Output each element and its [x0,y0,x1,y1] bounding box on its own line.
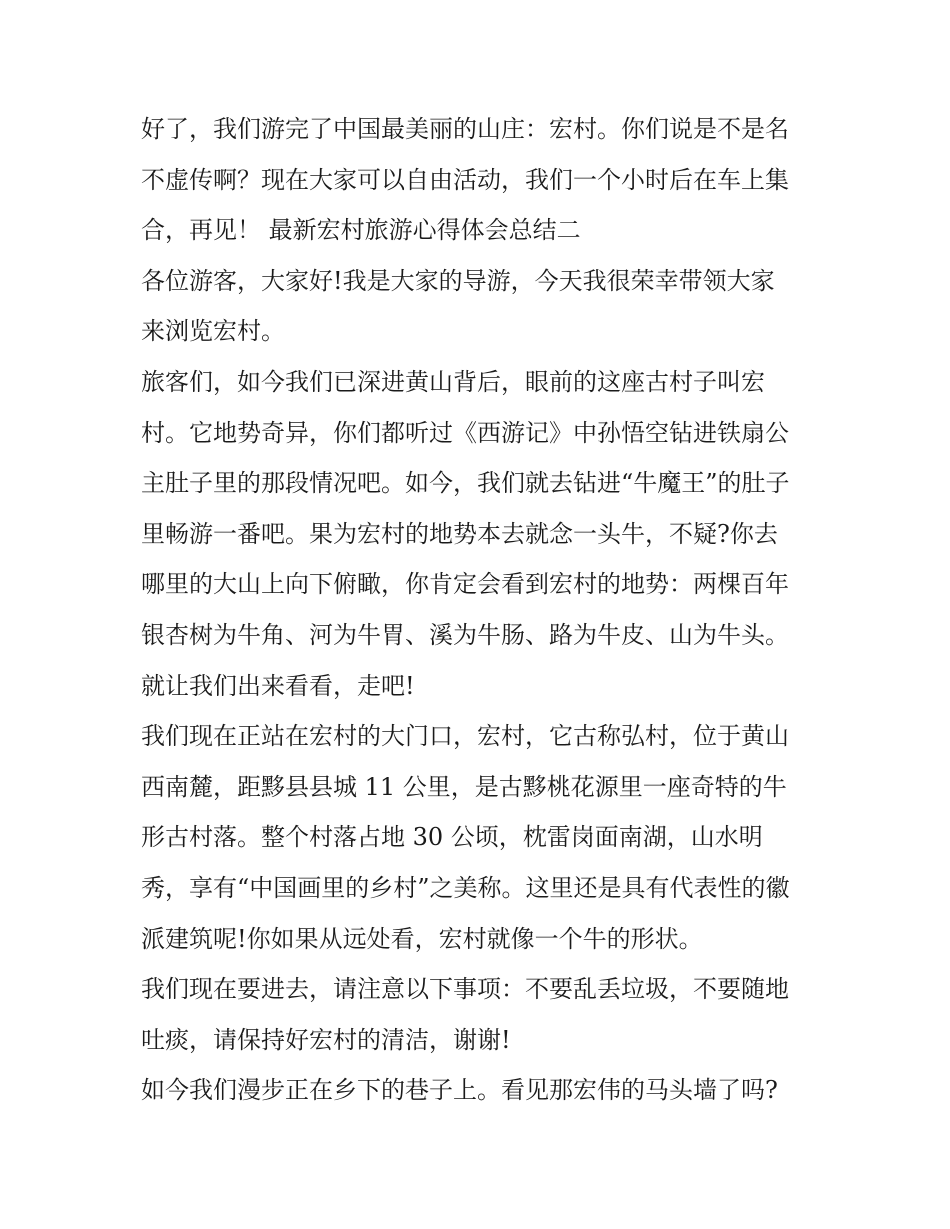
text-line: 不虚传啊？现在大家可以自由活动，我们一个小时后在车上集 [141,165,789,194]
text-line: 旅客们，如今我们已深进黄山背后，眼前的这座古村子叫宏 [141,367,765,396]
text-line: 秀，享有“中国画里的乡村”之美称。这里还是具有代表性的徽 [141,873,790,902]
text-line: 来浏览宏村。 [141,317,285,346]
text-line: 形古村落。整个村落占地 30 公顷，枕雷岗面南湖，山水明 [141,823,763,852]
text-line: 合，再见！ 最新宏村旅游心得体会总结二 [141,216,581,245]
text-line: 哪里的大山上向下俯瞰，你肯定会看到宏村的地势：两棵百年 [141,570,789,599]
text-line: 村。它地势奇异，你们都听过《西游记》中孙悟空钻进铁扇公 [141,418,789,447]
text-line: 派建筑呢!你如果从远处看，宏村就像一个牛的形状。 [141,924,703,953]
text-line: 主肚子里的那段情况吧。如今，我们就去钻进“牛魔王”的肚子 [141,469,790,498]
text-line: 各位游客，大家好!我是大家的导游，今天我很荣幸带领大家 [141,266,775,295]
text-line: 西南麓，距黟县县城 11 公里，是古黟桃花源里一座奇特的牛 [141,772,787,801]
text-line: 我们现在要进去，请注意以下事项：不要乱丢垃圾，不要随地 [141,975,789,1004]
text-line: 吐痰，请保持好宏村的清洁，谢谢! [141,1025,511,1054]
text-line: 就让我们出来看看，走吧! [141,671,415,700]
text-line: 我们现在正站在宏村的大门口，宏村，它古称弘村，位于黄山 [141,722,789,751]
text-line: 银杏树为牛角、河为牛胃、溪为牛肠、路为牛皮、山为牛头。 [141,620,789,649]
text-line: 如今我们漫步正在乡下的巷子上。看见那宏伟的马头墙了吗? [141,1076,778,1105]
body-text [141,104,821,1116]
text-line: 里畅游一番吧。果为宏村的地势本去就念一头牛，不疑?你去 [141,519,778,548]
text-line: 好了，我们游完了中国最美丽的山庄：宏村。你们说是不是名 [141,115,789,143]
